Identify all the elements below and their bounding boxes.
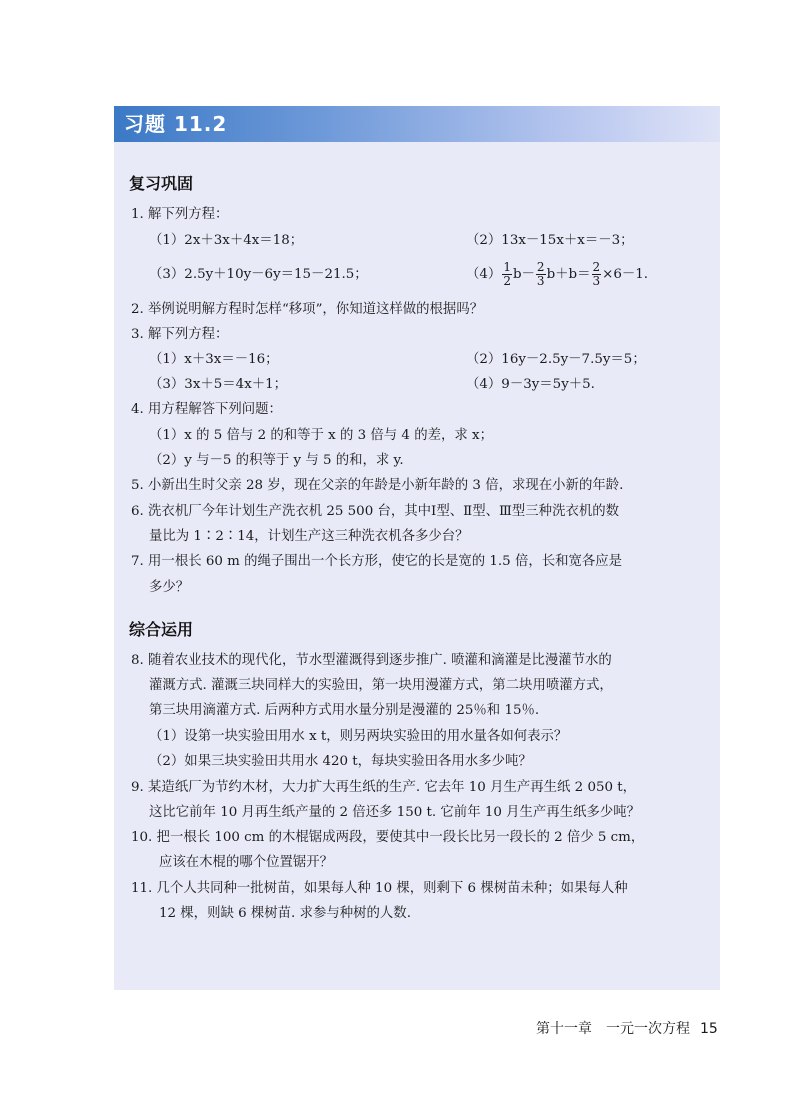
q11-line1: 11. 几个人共同种一批树苗，如果每人种 10 棵，则剩下 6 棵树苗未种；如果每人种: [131, 881, 628, 896]
q1-d-prefix: （4）: [466, 267, 502, 282]
section-apply-heading: 综合运用: [129, 620, 194, 639]
q5: 5. 小新出生时父亲 28 岁，现在父亲的年龄是小新年龄的 3 倍，求现在小新的年龄.: [131, 478, 624, 493]
q4-stem: 4. 用方程解答下列问题：: [131, 402, 282, 417]
chapter-label: 第十一章 一元一次方程: [536, 1021, 690, 1037]
q3-a: （1）x＋3x＝－16；: [149, 352, 279, 367]
q4-a: （1）x 的 5 倍与 2 的和等于 x 的 3 倍与 4 的差，求 x；: [149, 428, 493, 443]
q1-b: （2）13x－15x＋x＝－3；: [466, 233, 634, 248]
q8-line1: 8. 随着农业技术的现代化，节水型灌溉得到逐步推广. 喷灌和滴灌是比漫灌节水的: [131, 653, 612, 668]
q3-b: （2）16y－2.5y－7.5y＝5；: [466, 352, 646, 367]
page-number: 15: [700, 1021, 718, 1037]
q10-line2: 应该在木棍的哪个位置锯开？: [159, 855, 334, 870]
exercise-title: 习题 11.2: [124, 112, 228, 136]
q7-line1: 7. 用一根长 60 m 的绳子围出一个长方形，使它的长是宽的 1.5 倍，长和宽各应是: [131, 554, 623, 569]
q8-line2: 灌溉方式. 灌溉三块同样大的实验田，第一块用漫灌方式，第二块用喷灌方式，: [149, 678, 613, 693]
q8-a: （1）设第一块实验田用水 x t，则另两块实验田的用水量各如何表示？: [149, 729, 568, 744]
q7-line2: 多少？: [149, 580, 190, 595]
q10-line1: 10. 把一根长 100 cm 的木棍锯成两段，要使其中一段长比另一段长的 2 倍少 5 cm，: [131, 830, 645, 845]
q1-d-term3: ×6－1.: [602, 267, 649, 282]
q1-c: （3）2.5y＋10y－6y＝15－21.5；: [149, 267, 368, 282]
section-review-heading: 复习巩固: [129, 174, 194, 193]
q8-line3: 第三块用滴灌方式. 后两种方式用水量分别是漫灌的 25％和 15％.: [149, 703, 540, 718]
q4-b: （2）y 与－5 的积等于 y 与 5 的和，求 y.: [149, 453, 404, 468]
q2: 2. 举例说明解方程时怎样“移项”，你知道这样做的根据吗？: [131, 302, 484, 317]
q1-d: [466, 258, 648, 292]
q3-stem: 3. 解下列方程：: [131, 327, 229, 342]
q1-d-term1: b－: [512, 267, 535, 282]
q9-line2: 这比它前年 10 月再生纸产量的 2 倍还多 150 t. 它前年 10 月生产再生纸多少吨？: [149, 805, 641, 820]
q1-d-term2: b＋b＝: [546, 267, 591, 282]
q9-line1: 9. 某造纸厂为节约木材，大力扩大再生纸的生产. 它去年 10 月生产再生纸 2 050 t，: [131, 780, 637, 795]
q11-line2: 12 棵，则缺 6 棵树苗. 求参与种树的人数.: [159, 906, 411, 921]
page-footer: [536, 1020, 718, 1038]
q6-line2: 量比为 1∶2∶14，计划生产这三种洗衣机各多少台？: [149, 529, 469, 544]
q3-c: （3）3x＋5＝4x＋1；: [149, 377, 288, 392]
q3-d: （4）9－3y＝5y＋5.: [466, 377, 595, 392]
fraction-3: $\frac{2}{3}$: [592, 260, 601, 288]
q8-b: （2）如果三块实验田共用水 420 t，每块实验田各用水多少吨？: [149, 754, 532, 769]
fraction-2: $\frac{2}{3}$: [536, 260, 545, 288]
q6-line1: 6. 洗衣机厂今年计划生产洗衣机 25 500 台，其中Ⅰ型、Ⅱ型、Ⅲ型三种洗衣机的数: [131, 504, 620, 519]
fraction-1: $\frac{1}{2}$: [503, 260, 511, 288]
q1-a: （1）2x＋3x＋4x＝18；: [149, 233, 304, 248]
q1-stem: 1. 解下列方程：: [131, 207, 229, 222]
